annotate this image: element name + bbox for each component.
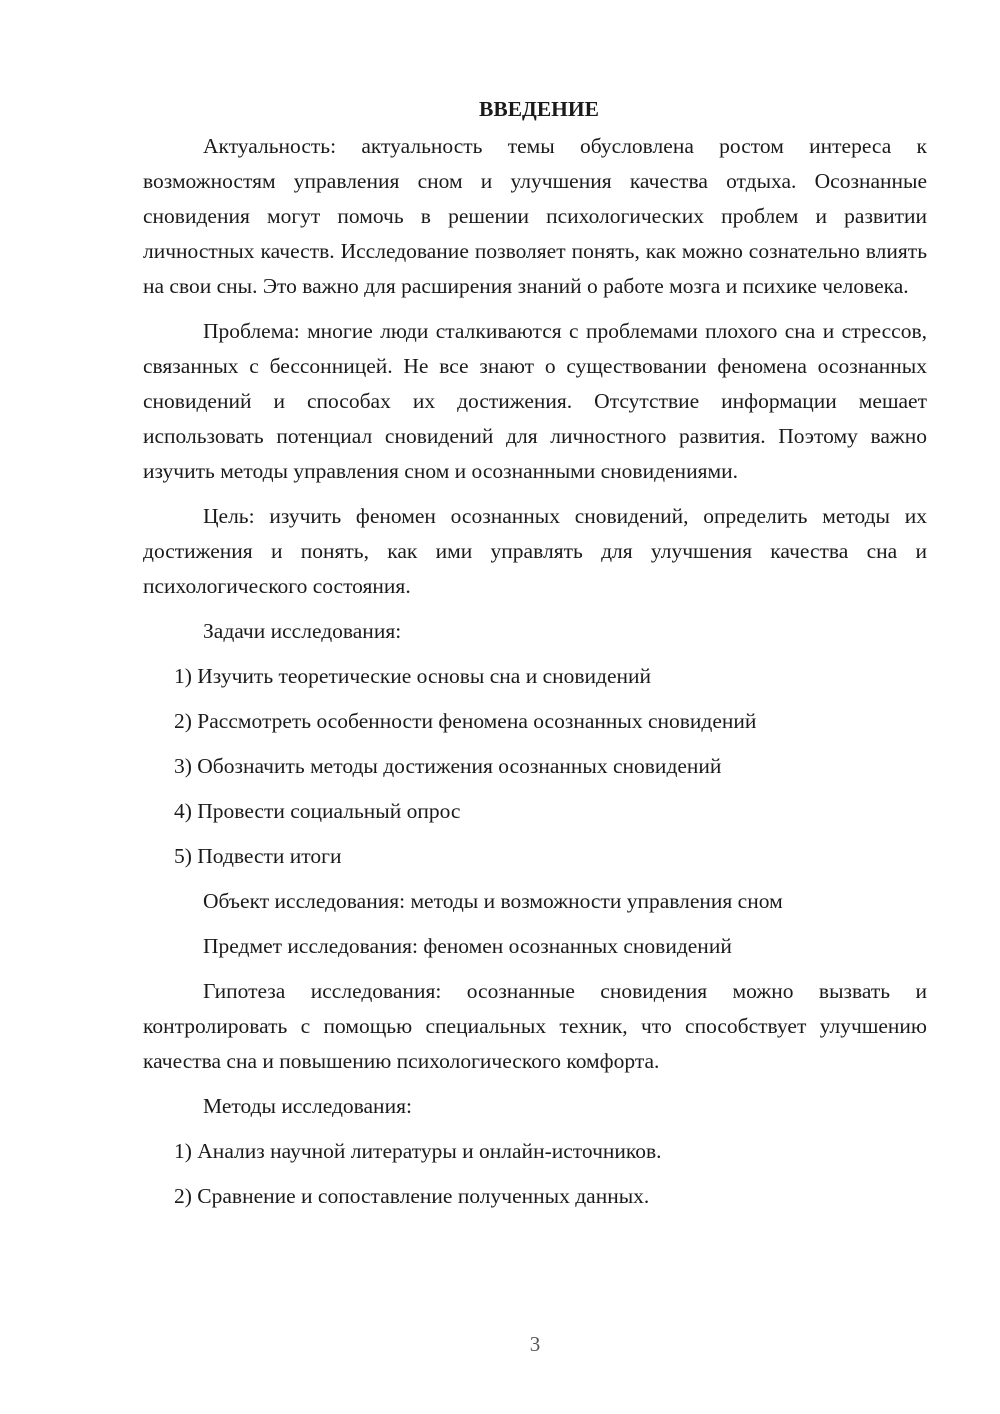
page-number: 3 (529, 1332, 541, 1356)
object-line: Объект исследования: методы и возможности управления сном (203, 889, 783, 913)
problem-paragraph: Проблема: многие люди сталкиваются с проблемами плохого сна и стрессов, связанных с бессонницей. Не все знают о существовании феномена осознанных сновидений и способах их достижения. Отсутствие информации мешает использовать потенциал сновидений для личностного развития. Поэтому важно изучить методы управления сном и осознанными сновидениями. (143, 319, 927, 483)
relevance-paragraph: Актуальность: актуальность темы обусловлена ростом интереса к возможностям управления сном и улучшения качества отдыха. Осознанные сновидения могут помочь в решении психологических проблем и развитии личностных качеств. Исследование позволяет понять, как можно сознательно влиять на свои сны. Это важно для расширения знаний о работе мозга и психике человека. (143, 134, 927, 298)
list-item: 5) Подвести итоги (174, 844, 342, 868)
page-title: ВВЕДЕНИЕ (479, 97, 599, 121)
document-page (143, 92, 927, 1224)
list-item: 4) Провести социальный опрос (174, 799, 461, 823)
hypothesis-paragraph: Гипотеза исследования: осознанные сновидения можно вызвать и контролировать с помощью специальных техник, что способствует улучшению качества сна и повышению психологического комфорта. (143, 979, 927, 1073)
subject-line: Предмет исследования: феномен осознанных сновидений (203, 934, 732, 958)
list-item: 3) Обозначить методы достижения осознанных сновидений (174, 754, 722, 778)
methods-label: Методы исследования: (203, 1094, 412, 1118)
list-item: 1) Изучить теоретические основы сна и сновидений (174, 664, 652, 688)
list-item: 1) Анализ научной литературы и онлайн-источников. (174, 1139, 662, 1163)
list-item: 2) Сравнение и сопоставление полученных данных. (174, 1184, 650, 1208)
tasks-list (143, 659, 927, 874)
list-item: 2) Рассмотреть особенности феномена осознанных сновидений (174, 709, 757, 733)
goal-paragraph: Цель: изучить феномен осознанных сновидений, определить методы их достижения и понять, как ими управлять для улучшения качества сна и психологического состояния. (143, 504, 927, 598)
methods-list (143, 1134, 927, 1214)
tasks-label: Задачи исследования: (203, 619, 402, 643)
